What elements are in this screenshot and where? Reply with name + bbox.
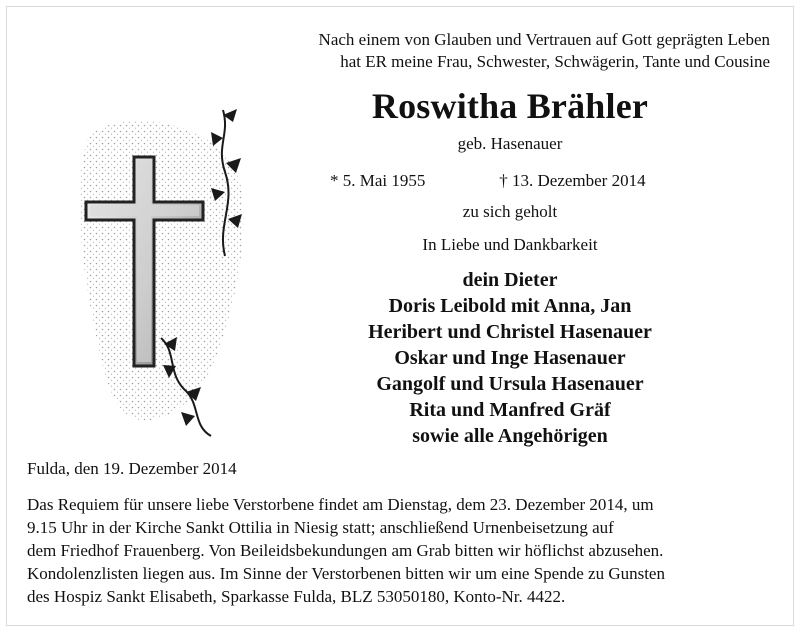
notice-line: Das Requiem für unsere liebe Verstorbene findet am Dienstag, dem 23. Dezember 2014, um xyxy=(27,495,654,514)
cross-with-ivy-illustration xyxy=(65,100,260,440)
notice-line: des Hospiz Sankt Elisabeth, Sparkasse Fulda, BLZ 53050180, Konto-Nr. 4422. xyxy=(27,587,566,606)
funeral-notice xyxy=(27,493,773,608)
life-dates xyxy=(330,170,750,192)
death-date: † 13. Dezember 2014 xyxy=(499,171,646,190)
notice-line: dem Friedhof Frauenberg. Von Beileidsbekundungen am Grab bitten wir höflichst abzusehen. xyxy=(27,541,664,560)
mourner-line: Heribert und Christel Hasenauer xyxy=(368,321,652,343)
stippled-background xyxy=(80,121,244,421)
birth-name: geb. Hasenauer xyxy=(457,134,563,153)
mourner-line: Gangolf und Ursula Hasenauer xyxy=(376,373,644,395)
mourner-line: Doris Leibold mit Anna, Jan xyxy=(388,295,632,317)
mourner-line: Oskar und Inge Hasenauer xyxy=(394,347,626,369)
intro-line-2: hat ER meine Frau, Schwester, Schwägerin, Tante und Cousine xyxy=(340,52,770,71)
mourners-list xyxy=(260,268,760,450)
mourner-line: dein Dieter xyxy=(462,269,558,291)
deceased-name: Roswitha Brähler xyxy=(371,86,649,126)
mourner-line: Rita und Manfred Gräf xyxy=(409,399,611,421)
intro-line-1: Nach einem von Glauben und Vertrauen auf Gott geprägten Leben xyxy=(318,30,770,49)
birth-date: * 5. Mai 1955 xyxy=(330,171,426,190)
taken-text: zu sich geholt xyxy=(462,202,558,221)
notice-line: 9.15 Uhr in der Kirche Sankt Ottilia in Niesig statt; anschließend Urnenbeisetzung auf xyxy=(27,518,614,537)
notice-line: Kondolenzlisten liegen aus. Im Sinne der Verstorbenen bitten wir um eine Spende zu Gunsten xyxy=(27,564,665,583)
place-date: Fulda, den 19. Dezember 2014 xyxy=(27,459,237,478)
love-text: In Liebe und Dankbarkeit xyxy=(422,235,598,254)
mourner-line: sowie alle Angehörigen xyxy=(412,425,608,447)
